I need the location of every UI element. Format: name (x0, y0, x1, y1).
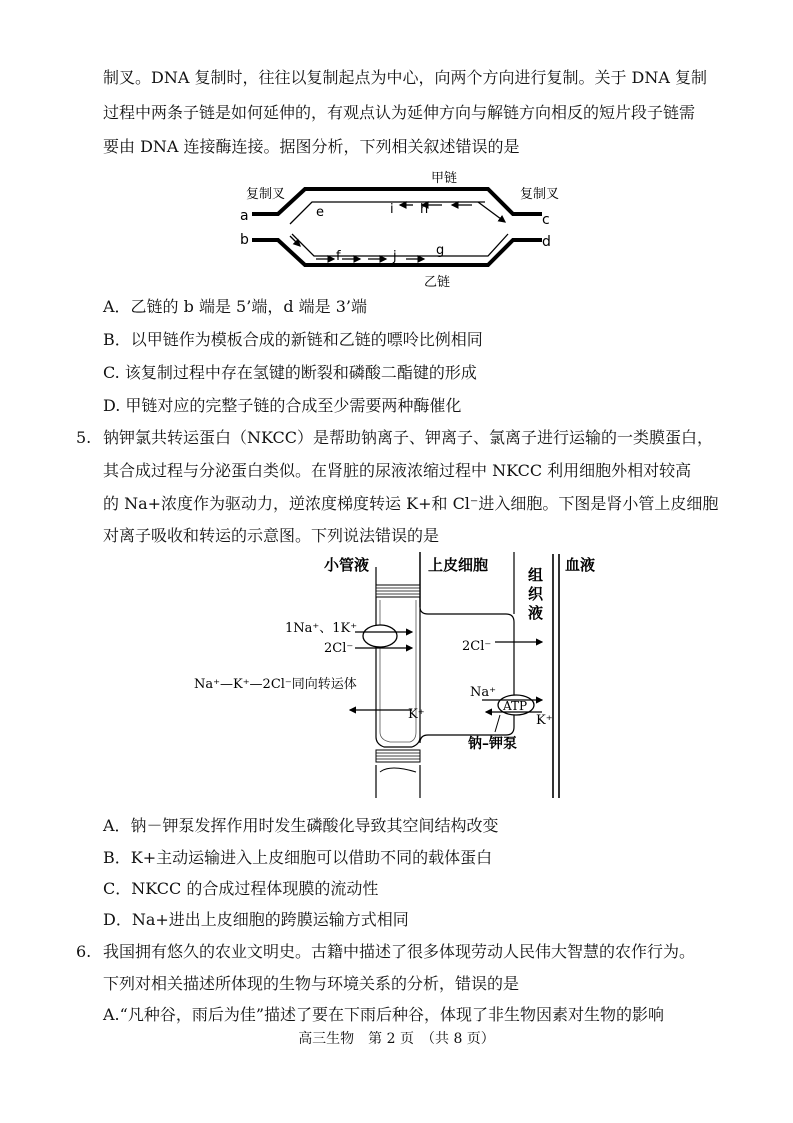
q6-line-1: 我国拥有悠久的农业文明史。古籍中描述了很多体现劳动人民伟大智慧的农作行为。 (103, 942, 696, 961)
q4-option-b: B．以甲链作为模板合成的新链和乙链的嘌呤比例相同 (103, 330, 483, 349)
ions-in-1: 1Na⁺、1K⁺ (285, 621, 358, 636)
q6-option-a: A.“凡种谷，雨后为佳”描述了要在下雨后种谷，体现了非生物因素对生物的影响 (103, 1005, 665, 1024)
label-i: i (390, 202, 394, 217)
cl-out-label: 2Cl⁻ (462, 639, 492, 654)
nkcc-transporter (363, 625, 397, 647)
tissue-label-1: 组 (528, 566, 544, 584)
intro-line-3: 要由 DNA 连接酶连接。据图分析，下列相关叙述错误的是 (103, 137, 520, 156)
tubule-cell-figure (190, 552, 610, 800)
intro-line-2: 过程中两条子链是如何延伸的，有观点认为延伸方向与解链方向相反的短片段子链需 (103, 103, 696, 122)
q5-line-1: 钠钾氯共转运蛋白（NKCC）是帮助钠离子、钾离子、氯离子进行运输的一类膜蛋白， (103, 428, 714, 447)
q5-number: 5. (76, 428, 92, 447)
end-c: c (542, 212, 550, 228)
q5-option-c: C．NKCC 的合成过程体现膜的流动性 (103, 879, 379, 898)
intro-line-1: 制叉。DNA 复制时，往往以复制起点为中心，向两个方向进行复制。关于 DNA 复制 (103, 68, 708, 87)
q6-line-2: 下列对相关描述所体现的生物与环境关系的分析，错误的是 (103, 974, 520, 993)
pump-name-label: 钠–钾泵 (468, 736, 517, 752)
end-d: d (542, 234, 551, 250)
q5-option-a: A．钠－钾泵发挥作用时发生磷酸化导致其空间结构改变 (103, 816, 499, 835)
q5-line-3: 的 Na+浓度作为驱动力，逆浓度梯度转运 K+和 Cl⁻进入细胞。下图是肾小管上皮细胞 (103, 494, 719, 513)
page-footer: 高三生物 第 2 页 （共 8 页） (298, 1031, 495, 1047)
q5-option-b: B．K+主动运输进入上皮细胞可以借助不同的载体蛋白 (103, 848, 493, 867)
tissue-label-3: 液 (528, 604, 544, 622)
label-f: f (336, 249, 341, 264)
atp-label: ATP (503, 699, 528, 713)
q5-line-2: 其合成过程与分泌蛋白类似。在肾脏的尿液浓缩过程中 NKCC 利用细胞外相对较高 (103, 461, 692, 480)
lumen-label: 小管液 (324, 556, 370, 574)
k-out-label: K⁺ (408, 707, 425, 722)
blood-label: 血液 (565, 556, 596, 574)
q4-option-c: C. 该复制过程中存在氢键的断裂和磷酸二酯键的形成 (103, 363, 477, 382)
strand-bottom-label: 乙链 (424, 275, 451, 290)
cell-label: 上皮细胞 (428, 556, 489, 574)
fork-right-label: 复制叉 (520, 187, 560, 202)
q4-option-d: D. 甲链对应的完整子链的合成至少需要两种酶催化 (103, 396, 462, 415)
q4-option-a: A．乙链的 b 端是 5’端，d 端是 3’端 (103, 297, 368, 316)
ions-in-2: 2Cl⁻ (324, 641, 354, 656)
end-a: a (240, 208, 249, 224)
fork-left-label: 复制叉 (246, 187, 286, 202)
k-pump-label: K⁺ (536, 713, 553, 728)
q5-line-4: 对离子吸收和转运的示意图。下列说法错误的是 (103, 526, 440, 545)
tissue-label-2: 织 (528, 585, 544, 603)
na-pump-label: Na⁺ (470, 685, 496, 700)
strand-top-label: 甲链 (431, 171, 458, 186)
label-g: g (436, 243, 445, 258)
q5-option-d: D．Na+进出上皮细胞的跨膜运输方式相同 (103, 910, 409, 929)
label-e: e (316, 205, 324, 220)
label-j: j (393, 249, 397, 264)
dna-replication-figure (230, 162, 570, 292)
end-b: b (240, 232, 249, 248)
q6-number: 6. (76, 942, 92, 961)
label-h: h (420, 202, 429, 217)
symporter-label: Na⁺—K⁺—2Cl⁻同向转运体 (194, 677, 357, 692)
